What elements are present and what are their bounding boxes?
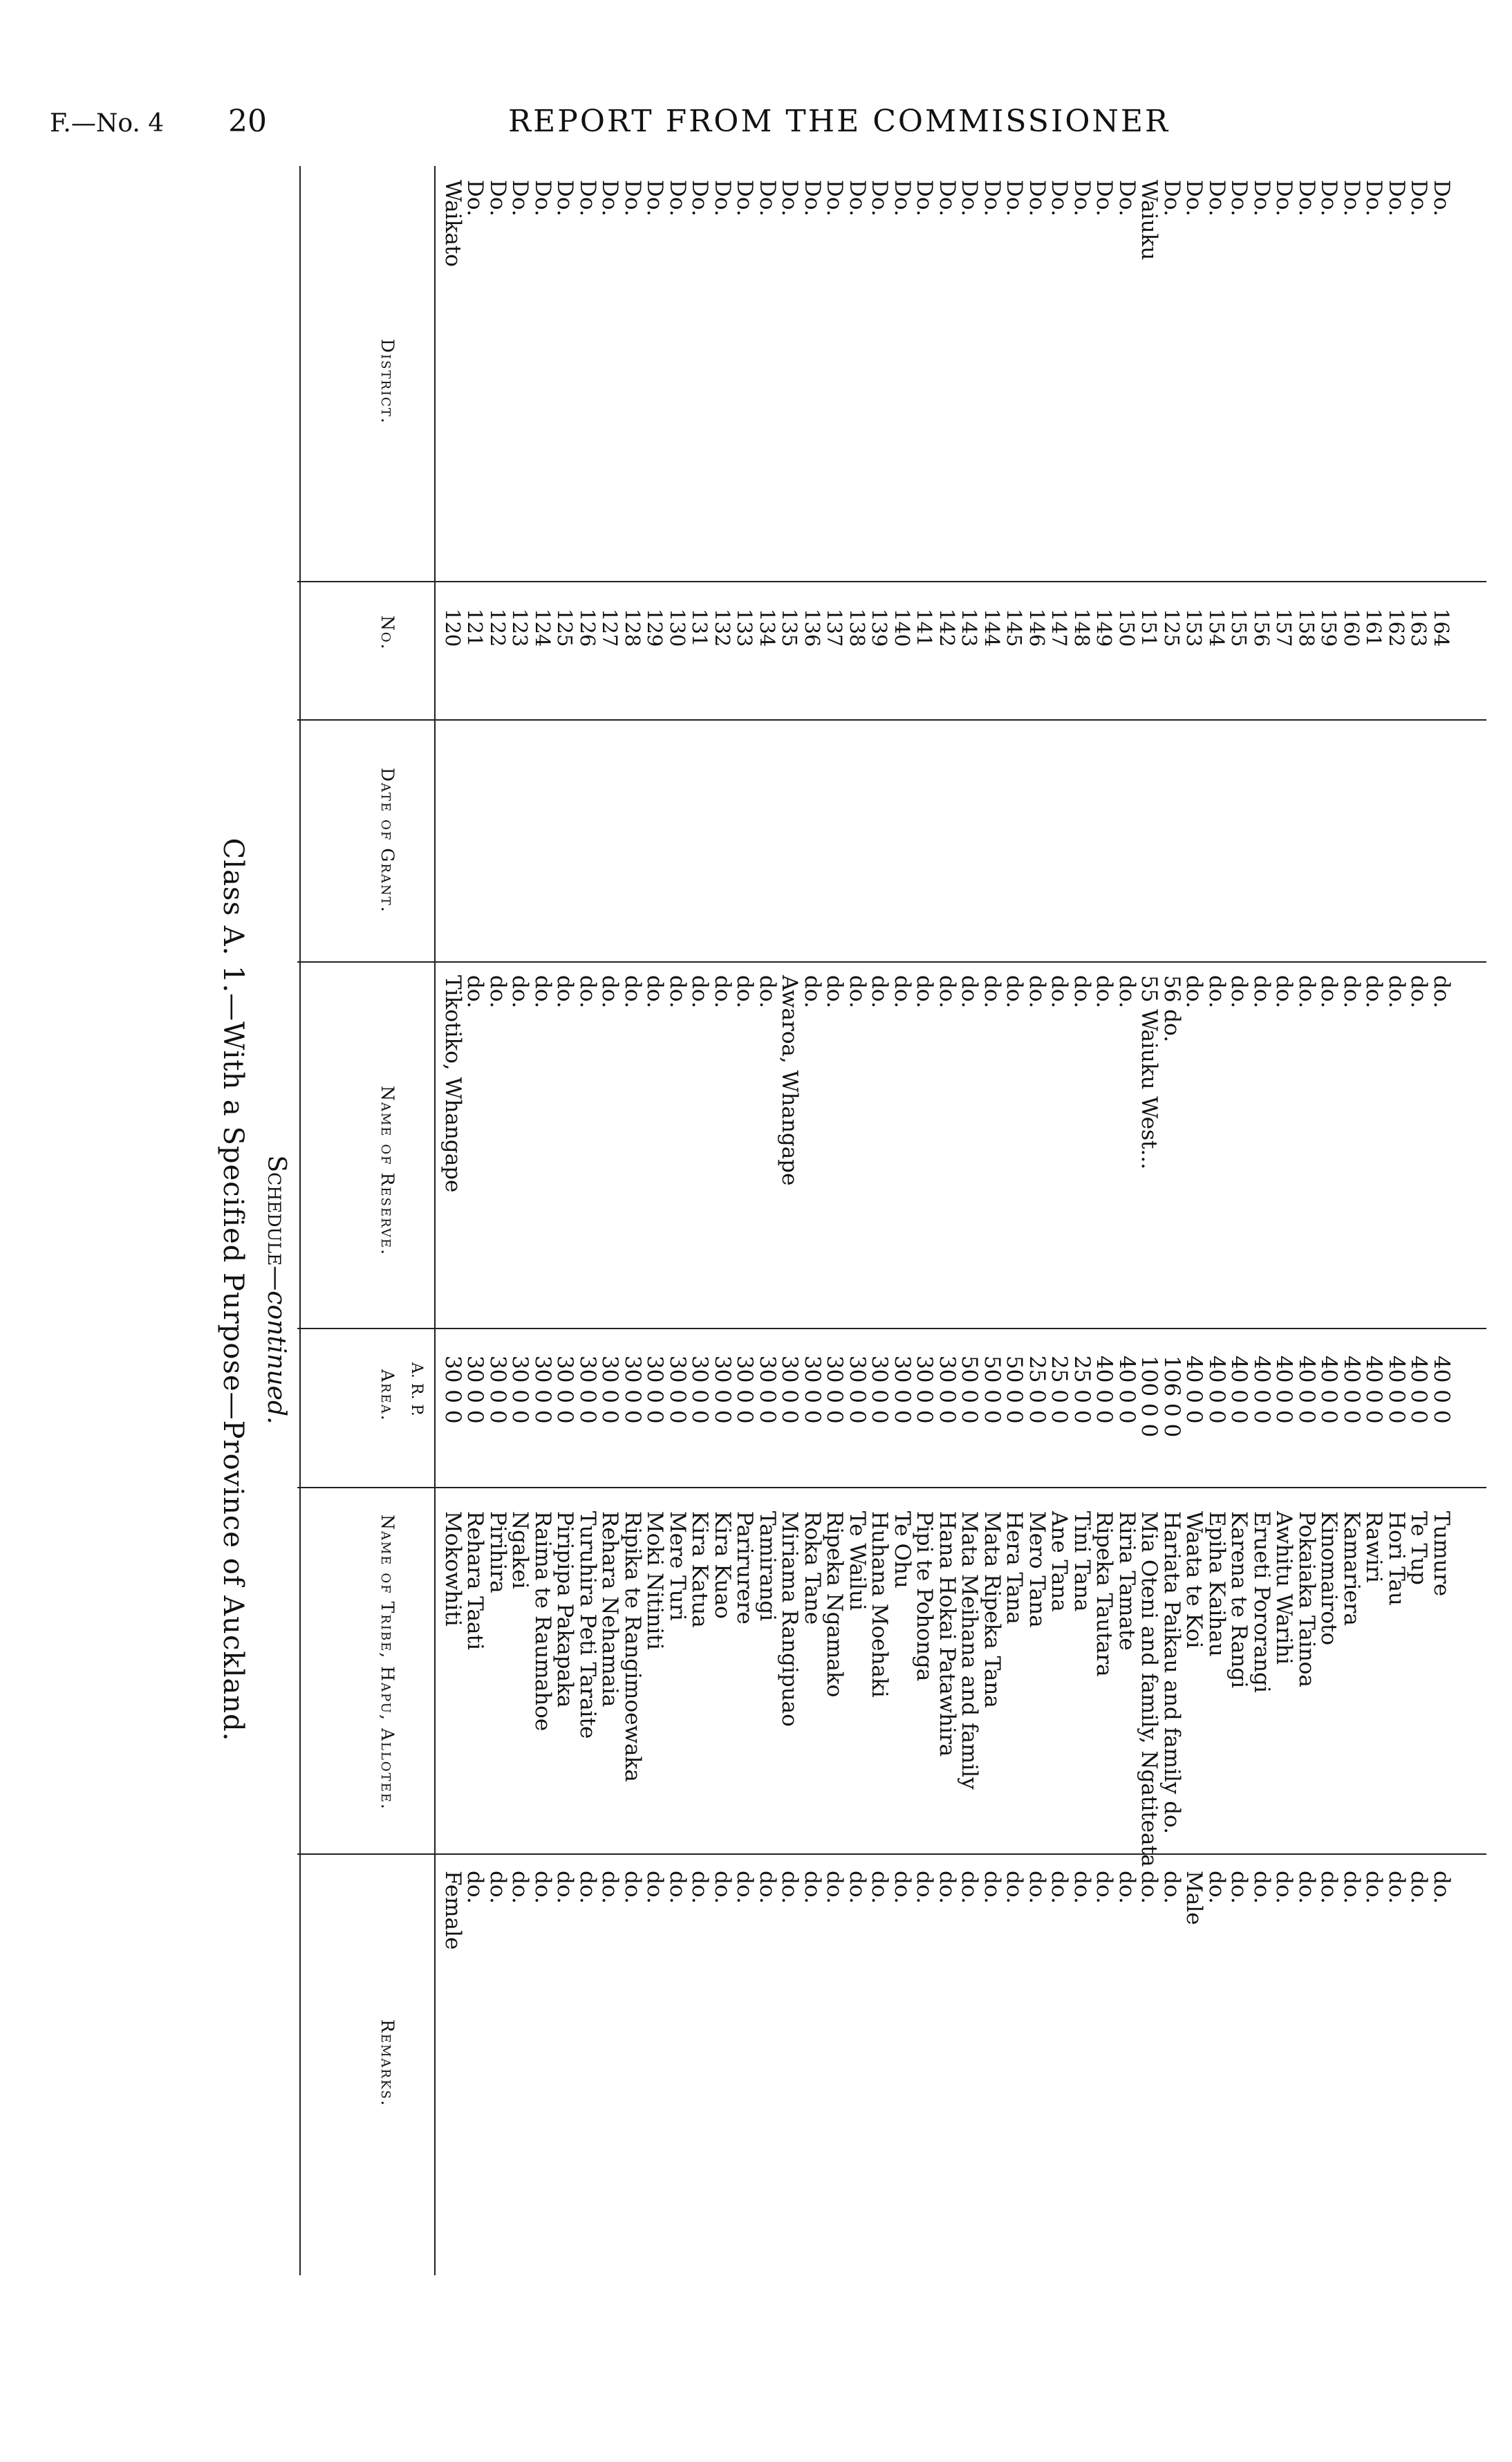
cell-district: Do. <box>1025 180 1049 216</box>
cell-remarks: do. <box>777 1871 803 1904</box>
cell-reserve: do. <box>1316 975 1342 1008</box>
cell-remarks: do. <box>575 1871 600 1904</box>
cell-area: 30 0 0 <box>777 1355 803 1424</box>
cell-name: Turuhira Peti Taraite <box>575 1511 600 1739</box>
cell-name: Mokowhiti <box>440 1511 465 1627</box>
cell-remarks: do. <box>552 1871 578 1904</box>
cell-remarks: do. <box>800 1871 825 1904</box>
cell-name: Ripika te Rangimoewaka <box>620 1511 645 1782</box>
cell-name: Parirurere <box>732 1511 758 1625</box>
cell-district: Do. <box>732 180 758 216</box>
cell-remarks: do. <box>1271 1871 1297 1904</box>
cell-remarks: do. <box>1159 1871 1184 1904</box>
cell-name: Karena te Rangi <box>1226 1511 1252 1689</box>
cell-remarks: do. <box>665 1871 690 1904</box>
cell-name: Rehara Taati <box>463 1511 488 1650</box>
cell-district: Do. <box>845 180 870 216</box>
cell-remarks: do. <box>1316 1871 1342 1904</box>
cell-remarks: do. <box>890 1871 915 1904</box>
cell-name: Roka Tane <box>800 1511 825 1625</box>
cell-area: 30 0 0 <box>463 1355 488 1424</box>
cell-area: 30 0 0 <box>485 1355 510 1424</box>
cell-reserve: do. <box>1406 975 1432 1008</box>
cell-no: 120 <box>441 609 465 647</box>
cell-area: 30 0 0 <box>822 1355 848 1424</box>
cell-remarks: do. <box>1025 1871 1049 1904</box>
cell-no: 122 <box>486 609 510 647</box>
cell-remarks: do. <box>1406 1871 1432 1904</box>
cell-name: Mata Meihana and family <box>957 1511 982 1790</box>
cell-reserve: do. <box>980 975 1005 1008</box>
cell-district: Do. <box>665 180 690 216</box>
header-district: District. <box>377 339 398 425</box>
page-reference: F.—No. 4 <box>50 109 165 138</box>
cell-area: 30 0 0 <box>732 1355 758 1424</box>
cell-reserve: do. <box>822 975 848 1008</box>
header-area-units: A. R. P. <box>408 1362 425 1416</box>
cell-name: Pipi te Pohonga <box>912 1511 937 1682</box>
cell-remarks: do. <box>935 1871 960 1904</box>
cell-area: 40 0 0 <box>1429 1355 1454 1424</box>
cell-district: Do. <box>777 180 803 216</box>
cell-reserve: do. <box>1226 975 1252 1008</box>
cell-remarks: Female <box>440 1871 465 1950</box>
cell-no: 135 <box>778 609 802 647</box>
cell-no: 162 <box>1385 609 1408 647</box>
cell-district: Do. <box>1384 180 1409 216</box>
cell-name: Erueti Pororangi <box>1249 1511 1274 1693</box>
cell-remarks: do. <box>1002 1871 1027 1904</box>
cell-district: Do. <box>1406 180 1432 216</box>
cell-remarks: Male <box>1182 1871 1207 1925</box>
cell-remarks: do. <box>620 1871 645 1904</box>
cell-name: Te Wailui <box>845 1511 870 1611</box>
cell-district: Do. <box>507 180 533 216</box>
cell-name: Ripeka Tautara <box>1092 1511 1117 1677</box>
cell-remarks: do. <box>597 1871 623 1904</box>
cell-remarks: do. <box>463 1871 488 1904</box>
cell-no: 128 <box>621 609 644 647</box>
cell-no: 127 <box>598 609 622 647</box>
cell-reserve: do. <box>665 975 690 1008</box>
cell-area: 30 0 0 <box>642 1355 668 1424</box>
cell-reserve: do. <box>530 975 555 1008</box>
cell-name: Mere Turi <box>665 1511 690 1621</box>
cell-no: 130 <box>666 609 689 647</box>
cell-reserve: do. <box>1429 975 1454 1008</box>
cell-name: Mero Tana <box>1025 1511 1049 1628</box>
cell-reserve: do. <box>1361 975 1387 1008</box>
cell-name: Mata Ripeka Tana <box>980 1511 1005 1708</box>
cell-no: 131 <box>688 609 712 647</box>
cell-no: 158 <box>1295 609 1318 647</box>
cell-reserve: do. <box>687 975 713 1008</box>
cell-district: Do. <box>710 180 735 216</box>
cell-reserve: do. <box>890 975 915 1008</box>
schedule-caption <box>262 166 290 2414</box>
cell-district: Do. <box>980 180 1005 216</box>
cell-name: Tamirangi <box>755 1511 780 1622</box>
cell-name: Miriama Rangipuao <box>777 1511 803 1727</box>
cell-area: 30 0 0 <box>710 1355 735 1424</box>
cell-no: 134 <box>756 609 779 647</box>
cell-area: 30 0 0 <box>845 1355 870 1424</box>
cell-area: 30 0 0 <box>800 1355 825 1424</box>
cell-reserve: do. <box>755 975 780 1008</box>
cell-no: 139 <box>868 609 892 647</box>
cell-district: Do. <box>530 180 555 216</box>
cell-remarks: do. <box>822 1871 848 1904</box>
cell-reserve: do. <box>1070 975 1094 1008</box>
cell-reserve: do. <box>1204 975 1229 1008</box>
schedule-continued: continued. <box>262 1290 290 1425</box>
cell-district: Do. <box>1070 180 1094 216</box>
cell-no: 154 <box>1205 609 1229 647</box>
cell-name: Riria Tamate <box>1114 1511 1139 1651</box>
rule-date-reserve <box>297 961 1486 963</box>
header-area: Area. <box>377 1369 398 1422</box>
cell-area: 40 0 0 <box>1384 1355 1409 1424</box>
cell-district: Do. <box>1159 180 1184 216</box>
cell-district: Do. <box>463 180 488 216</box>
cell-district: Do. <box>552 180 578 216</box>
cell-name: Kira Kuao <box>710 1511 735 1619</box>
cell-no: 156 <box>1250 609 1273 647</box>
cell-no: 125 <box>1160 609 1184 647</box>
cell-reserve: do. <box>1092 975 1117 1008</box>
cell-name: Hera Tana <box>1002 1511 1027 1625</box>
cell-no: 124 <box>531 609 554 647</box>
cell-area: 40 0 0 <box>1114 1355 1139 1424</box>
cell-district: Do. <box>755 180 780 216</box>
cell-area: 40 0 0 <box>1182 1355 1207 1424</box>
cell-area: 30 0 0 <box>665 1355 690 1424</box>
cell-no: 121 <box>463 609 487 647</box>
cell-name: Mia Oteni and family, Ngatiteata <box>1137 1511 1162 1867</box>
cell-no: 133 <box>733 609 757 647</box>
cell-district: Do. <box>1182 180 1207 216</box>
cell-name: Moki Nitiniti <box>642 1511 668 1650</box>
header-date: Date of Grant. <box>377 768 398 914</box>
cell-remarks: do. <box>732 1871 758 1904</box>
cell-remarks: do. <box>755 1871 780 1904</box>
cell-reserve: Tikotiko, Whangape <box>440 975 465 1193</box>
cell-no: 151 <box>1137 609 1161 647</box>
table-top-rule <box>299 166 301 2275</box>
cell-name: Tini Tana <box>1070 1511 1094 1612</box>
cell-remarks: do. <box>1249 1871 1274 1904</box>
cell-reserve: do. <box>485 975 510 1008</box>
cell-name: Kira Katua <box>687 1511 713 1628</box>
rule-no-date <box>297 719 1486 721</box>
cell-district: Do. <box>687 180 713 216</box>
cell-no: 142 <box>935 609 959 647</box>
cell-remarks: do. <box>1226 1871 1252 1904</box>
cell-no: 148 <box>1070 609 1094 647</box>
cell-name: Te Tup <box>1406 1511 1432 1585</box>
cell-no: 149 <box>1092 609 1117 647</box>
cell-district: Do. <box>597 180 623 216</box>
cell-reserve: do. <box>1025 975 1049 1008</box>
cell-district: Do. <box>935 180 960 216</box>
cell-area: 30 0 0 <box>620 1355 645 1424</box>
rule-name-remarks <box>297 1853 1486 1855</box>
cell-area: 100 0 0 <box>1137 1355 1162 1438</box>
cell-area: 40 0 0 <box>1339 1355 1364 1424</box>
cell-name: Hana Hokai Patawhira <box>935 1511 960 1757</box>
cell-name: Ane Tana <box>1047 1511 1072 1612</box>
cell-no: 155 <box>1227 609 1251 647</box>
cell-reserve: do. <box>935 975 960 1008</box>
cell-area: 30 0 0 <box>935 1355 960 1424</box>
cell-area: 40 0 0 <box>1294 1355 1319 1424</box>
cell-district: Do. <box>485 180 510 216</box>
cell-reserve: do. <box>1047 975 1072 1008</box>
cell-reserve: do. <box>1339 975 1364 1008</box>
cell-area: 40 0 0 <box>1092 1355 1117 1424</box>
cell-no: 163 <box>1407 609 1431 647</box>
cell-remarks: do. <box>530 1871 555 1904</box>
cell-district: Do. <box>822 180 848 216</box>
cell-district: Waikato <box>440 180 465 267</box>
cell-district: Do. <box>1271 180 1297 216</box>
cell-district: Do. <box>620 180 645 216</box>
header-no: No. <box>377 616 398 651</box>
cell-name: Huhana Moehaki <box>867 1511 893 1698</box>
cell-remarks: do. <box>687 1871 713 1904</box>
cell-district: Do. <box>575 180 600 216</box>
cell-district: Do. <box>1226 180 1252 216</box>
cell-area: 25 0 0 <box>1025 1355 1049 1424</box>
cell-reserve: do. <box>867 975 893 1008</box>
rule-reserve-area <box>297 1328 1486 1329</box>
cell-reserve: do. <box>732 975 758 1008</box>
cell-area: 30 0 0 <box>890 1355 915 1424</box>
cell-district: Do. <box>1316 180 1342 216</box>
cell-reserve: do. <box>845 975 870 1008</box>
cell-area: 40 0 0 <box>1361 1355 1387 1424</box>
cell-no: 153 <box>1182 609 1206 647</box>
cell-remarks: do. <box>1384 1871 1409 1904</box>
cell-remarks: do. <box>912 1871 937 1904</box>
cell-remarks: do. <box>1429 1871 1454 1904</box>
cell-district: Do. <box>1339 180 1364 216</box>
cell-remarks: do. <box>1137 1871 1162 1904</box>
cell-district: Do. <box>1002 180 1027 216</box>
cell-no: 129 <box>643 609 667 647</box>
cell-reserve: do. <box>642 975 668 1008</box>
cell-name: Awhitu Warihi <box>1271 1511 1297 1665</box>
cell-area: 30 0 0 <box>867 1355 893 1424</box>
cell-reserve: do. <box>1271 975 1297 1008</box>
cell-area: 50 0 0 <box>980 1355 1005 1424</box>
cell-name: Epiha Kaihau <box>1204 1511 1229 1657</box>
cell-area: 40 0 0 <box>1249 1355 1274 1424</box>
cell-name: Rehara Nehamaia <box>597 1511 623 1707</box>
cell-no: 132 <box>711 609 734 647</box>
cell-reserve: do. <box>575 975 600 1008</box>
cell-area: 30 0 0 <box>755 1355 780 1424</box>
cell-no: 147 <box>1047 609 1072 647</box>
header-reserve: Name of Reserve. <box>377 1086 398 1257</box>
cell-area: 40 0 0 <box>1271 1355 1297 1424</box>
cell-area: 30 0 0 <box>912 1355 937 1424</box>
cell-district: Do. <box>1429 180 1454 216</box>
cell-reserve: do. <box>1384 975 1409 1008</box>
cell-no: 141 <box>913 609 937 647</box>
cell-name: Te Ohu <box>890 1511 915 1589</box>
cell-no: 145 <box>1002 609 1027 647</box>
cell-name: Waata te Koi <box>1182 1511 1207 1649</box>
cell-name: Hori Tau <box>1384 1511 1409 1607</box>
cell-name: Piripipa Pakapaka <box>552 1511 578 1708</box>
cell-district: Do. <box>867 180 893 216</box>
cell-reserve: do. <box>957 975 982 1008</box>
cell-reserve: do. <box>800 975 825 1008</box>
cell-remarks: do. <box>980 1871 1005 1904</box>
cell-district: Do. <box>957 180 982 216</box>
cell-district: Do. <box>1204 180 1229 216</box>
cell-no: 125 <box>553 609 577 647</box>
cell-no: 126 <box>576 609 599 647</box>
header-rule <box>434 166 436 2275</box>
cell-reserve: do. <box>1249 975 1274 1008</box>
cell-no: 123 <box>508 609 532 647</box>
cell-no: 138 <box>846 609 869 647</box>
cell-reserve: do. <box>1002 975 1027 1008</box>
cell-area: 40 0 0 <box>1316 1355 1342 1424</box>
cell-area: 30 0 0 <box>597 1355 623 1424</box>
cell-reserve: Awaroa, Whangape <box>777 975 803 1186</box>
cell-remarks: do. <box>1047 1871 1072 1904</box>
schedule-table <box>173 166 1486 2414</box>
cell-name: Ripeka Ngamako <box>822 1511 848 1698</box>
cell-name: Tumure <box>1429 1511 1454 1597</box>
cell-remarks: do. <box>867 1871 893 1904</box>
page-number: 20 <box>228 104 267 139</box>
cell-reserve: do. <box>1114 975 1139 1008</box>
cell-area: 106 0 0 <box>1159 1355 1184 1438</box>
cell-area: 30 0 0 <box>552 1355 578 1424</box>
cell-reserve: do. <box>552 975 578 1008</box>
cell-name: Raima te Raumahoe <box>530 1511 555 1732</box>
header-name: Name of Tribe, Hapu, Allotee. <box>377 1515 398 1811</box>
cell-district: Waiuku <box>1137 180 1162 261</box>
cell-reserve: do. <box>507 975 533 1008</box>
cell-area: 40 0 0 <box>1406 1355 1432 1424</box>
cell-district: Do. <box>800 180 825 216</box>
cell-name: Kinomairoto <box>1316 1511 1342 1646</box>
cell-name: Hariata Paikau and family do. <box>1159 1511 1184 1834</box>
cell-no: 146 <box>1025 609 1049 647</box>
cell-remarks: do. <box>710 1871 735 1904</box>
cell-district: Do. <box>1294 180 1319 216</box>
cell-reserve: do. <box>1294 975 1319 1008</box>
cell-remarks: do. <box>1294 1871 1319 1904</box>
cell-remarks: do. <box>507 1871 533 1904</box>
cell-remarks: do. <box>1092 1871 1117 1904</box>
cell-area: 30 0 0 <box>440 1355 465 1424</box>
header-remarks: Remarks. <box>377 2019 398 2107</box>
cell-no: 161 <box>1362 609 1386 647</box>
cell-no: 136 <box>801 609 824 647</box>
cell-name: Rawiri <box>1361 1511 1387 1583</box>
cell-reserve: do. <box>620 975 645 1008</box>
cell-no: 144 <box>980 609 1004 647</box>
cell-remarks: do. <box>1070 1871 1094 1904</box>
cell-remarks: do. <box>957 1871 982 1904</box>
cell-district: Do. <box>1047 180 1072 216</box>
cell-area: 30 0 0 <box>530 1355 555 1424</box>
cell-district: Do. <box>1114 180 1139 216</box>
cell-no: 150 <box>1115 609 1139 647</box>
cell-remarks: do. <box>1361 1871 1387 1904</box>
class-caption: Class A. 1.—With a Specified Purpose—Province of Auckland. <box>217 837 249 1742</box>
cell-area: 40 0 0 <box>1204 1355 1229 1424</box>
cell-name: Kamariera <box>1339 1511 1364 1626</box>
cell-district: Do. <box>1361 180 1387 216</box>
cell-no: 159 <box>1317 609 1341 647</box>
cell-no: 143 <box>958 609 982 647</box>
cell-no: 157 <box>1272 609 1296 647</box>
cell-area: 30 0 0 <box>575 1355 600 1424</box>
cell-remarks: do. <box>845 1871 870 1904</box>
cell-reserve: do. <box>710 975 735 1008</box>
cell-area: 30 0 0 <box>687 1355 713 1424</box>
cell-area: 30 0 0 <box>507 1355 533 1424</box>
schedule-label: Schedule— <box>262 1155 290 1291</box>
cell-reserve: 56 do. <box>1159 975 1184 1043</box>
cell-area: 40 0 0 <box>1226 1355 1252 1424</box>
cell-remarks: do. <box>1204 1871 1229 1904</box>
cell-name: Ngakei <box>507 1511 533 1589</box>
cell-district: Do. <box>1092 180 1117 216</box>
cell-area: 25 0 0 <box>1047 1355 1072 1424</box>
cell-no: 164 <box>1430 609 1453 647</box>
cell-remarks: do. <box>1339 1871 1364 1904</box>
cell-reserve: do. <box>597 975 623 1008</box>
rule-district-no <box>297 581 1486 582</box>
cell-district: Do. <box>642 180 668 216</box>
cell-reserve: do. <box>1182 975 1207 1008</box>
cell-district: Do. <box>1249 180 1274 216</box>
page-title: REPORT FROM THE COMMISSIONER <box>508 104 1170 139</box>
cell-remarks: do. <box>642 1871 668 1904</box>
cell-area: 50 0 0 <box>1002 1355 1027 1424</box>
cell-no: 160 <box>1340 609 1363 647</box>
cell-reserve: 55 Waiuku West... <box>1137 975 1162 1170</box>
cell-area: 50 0 0 <box>957 1355 982 1424</box>
rule-area-name <box>297 1487 1486 1488</box>
cell-area: 25 0 0 <box>1070 1355 1094 1424</box>
cell-reserve: do. <box>463 975 488 1008</box>
cell-remarks: do. <box>1114 1871 1139 1904</box>
cell-remarks: do. <box>485 1871 510 1904</box>
cell-reserve: do. <box>912 975 937 1008</box>
cell-no: 137 <box>823 609 847 647</box>
cell-no: 140 <box>890 609 914 647</box>
cell-district: Do. <box>890 180 915 216</box>
cell-name: Pokaiaka Tainoa <box>1294 1511 1319 1687</box>
cell-name: Pirihira <box>485 1511 510 1593</box>
cell-district: Do. <box>912 180 937 216</box>
